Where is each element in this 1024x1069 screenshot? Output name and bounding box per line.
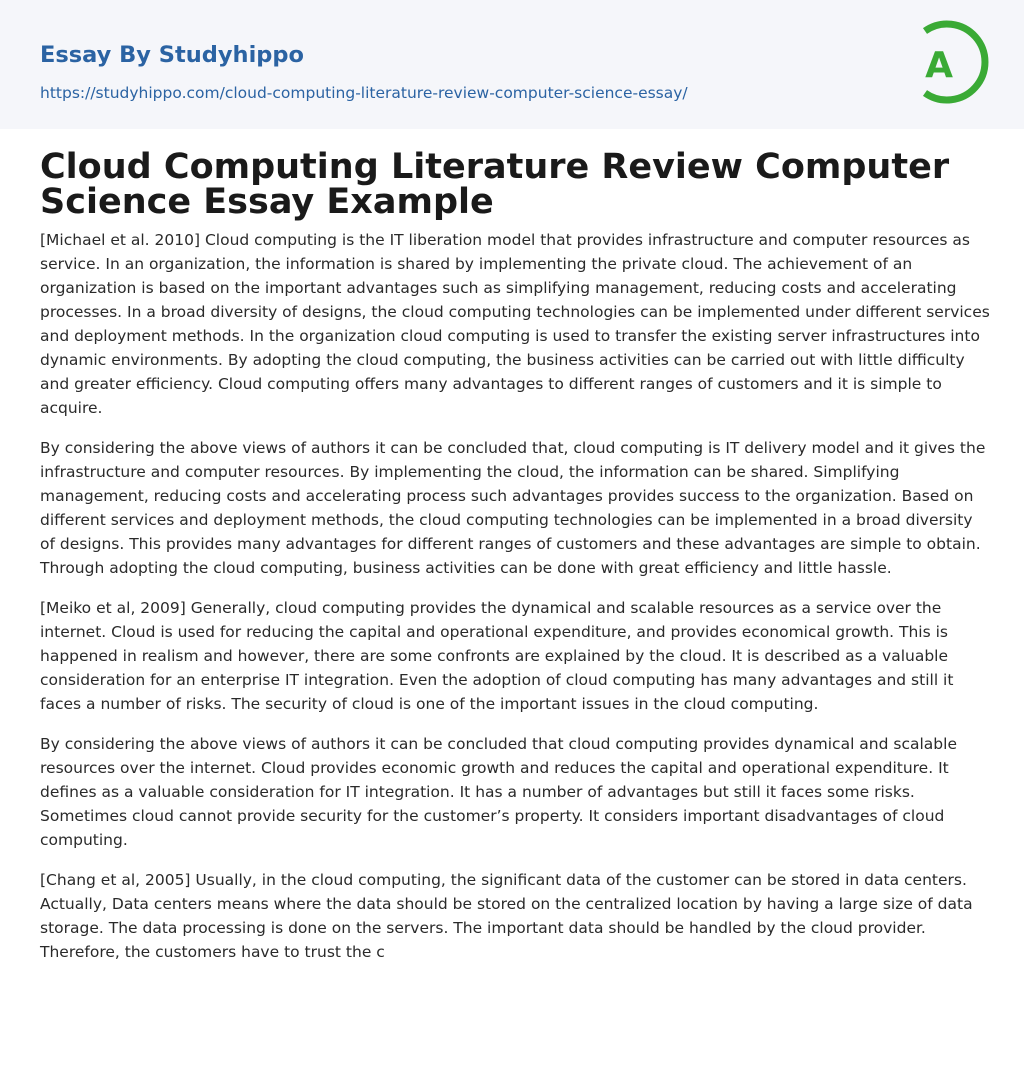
- article-title: Cloud Computing Literature Review Computer Science Essay Example: [40, 147, 950, 222]
- site-brand[interactable]: Essay By Studyhippo: [40, 42, 304, 68]
- article-paragraph: By considering the above views of authors it can be concluded that cloud computing provides dynamical and scalable resources over the internet. Cloud provides economic growth and reduces the capital and operational expenditure. It defines as a valuable consideration for IT integration. It has a number of advantages but still it faces some risks. Sometimes cloud cannot provide security for the customer’s property. It considers important disadvantages of cloud computing.: [40, 735, 957, 849]
- article-body: [40, 228, 990, 980]
- source-url-link[interactable]: https://studyhippo.com/cloud-computing-literature-review-computer-science-essay/: [40, 84, 688, 102]
- logo-letter: A: [925, 45, 953, 86]
- article-paragraph: [Michael et al. 2010] Cloud computing is the IT liberation model that provides infrastructure and computer resources as service. In an organization, the information is shared by implementing the private cloud. The achievement of an organization is based on the important advantages such as simplifying management, reducing costs and accelerating processes. In a broad diversity of designs, the cloud computing technologies can be implemented under different services and deployment methods. In the organization cloud computing is used to transfer the existing server infrastructures into dynamic environments. By adopting the cloud computing, the business activities can be carried out with little difficulty and greater efficiency. Cloud computing offers many advantages to different ranges of customers and it is simple to acquire.: [40, 231, 990, 417]
- article-paragraph: By considering the above views of authors it can be concluded that, cloud computing is IT delivery model and it gives the infrastructure and computer resources. By implementing the cloud, the information can be shared. Simplifying management, reducing costs and accelerating process such advantages provides success to the organization. Based on different services and deployment methods, the cloud computing technologies can be implemented in a broad diversity of designs. This provides many advantages for different ranges of customers and these advantages are simple to obtain. Through adopting the cloud computing, business activities can be done with great efficiency and little hassle.: [40, 439, 986, 577]
- article-paragraph: [Chang et al, 2005] Usually, in the cloud computing, the significant data of the customer can be stored in data centers. Actually, Data centers means where the data should be stored on the centralized location by having a large size of data storage. The data processing is done on the servers. The important data should be handled by the cloud provider. Therefore, the customers have to trust the c: [40, 871, 973, 961]
- article-paragraph: [Meiko et al, 2009] Generally, cloud computing provides the dynamical and scalable resources as a service over the internet. Cloud is used for reducing the capital and operational expenditure, and provides economical growth. This is happened in realism and however, there are some confronts are explained by the cloud. It is described as a valuable consideration for an enterprise IT integration. Even the adoption of cloud computing has many advantages and still it faces a number of risks. The security of cloud is one of the important issues in the cloud computing.: [40, 599, 954, 713]
